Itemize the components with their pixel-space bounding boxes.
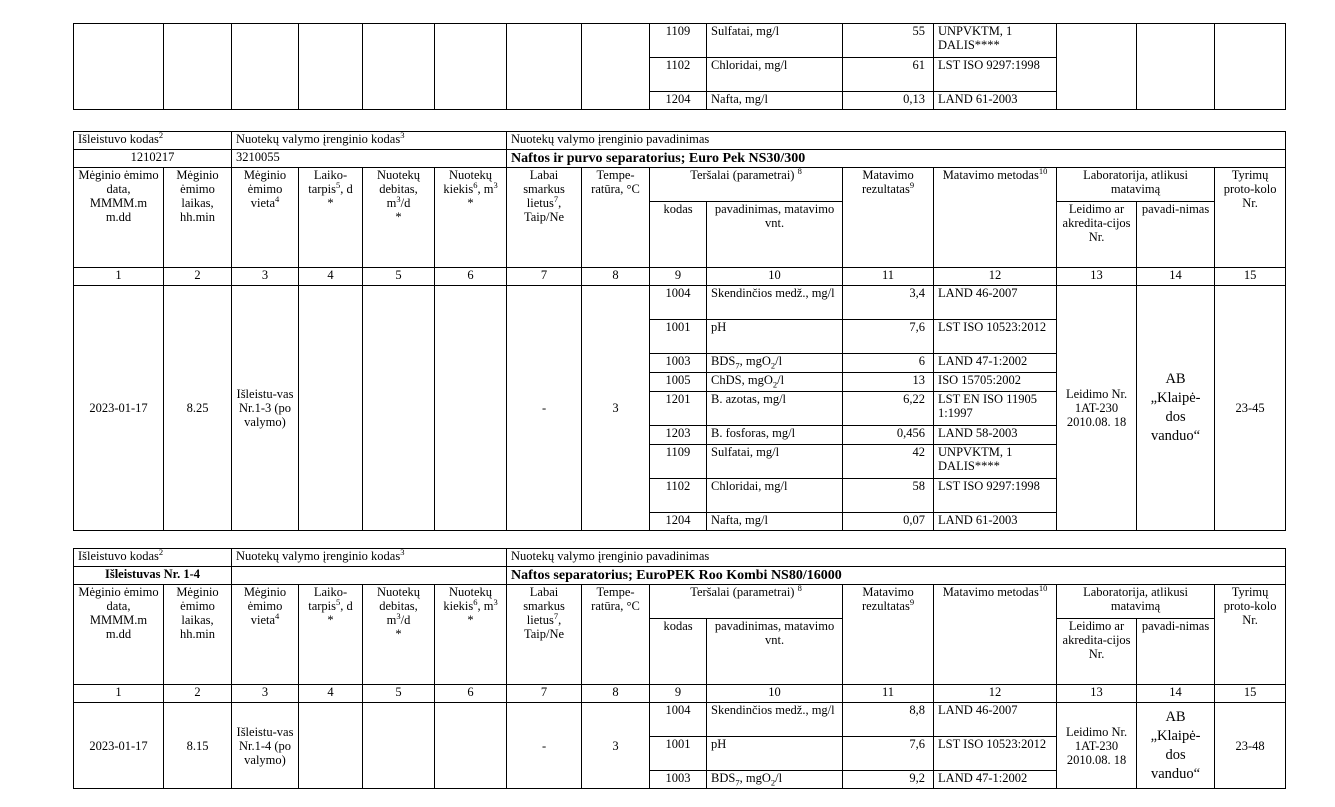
irenginio-pavadinimas-label: Nuotekų valymo įrenginio pavadinimas (507, 132, 1286, 150)
pavadinimas-cell: pH (707, 320, 843, 354)
pavadinimas-cell: Nafta, mg/l (707, 513, 843, 531)
col-number: 6 (435, 685, 507, 703)
col-number: 7 (507, 268, 582, 286)
metodas-cell: LAND 58-2003 (934, 426, 1057, 445)
metodas-cell: LAND 47-1:2002 (934, 771, 1057, 789)
col-number: 4 (299, 685, 363, 703)
col-header-laikotarpis: Laiko-tarpis$^5$, d * (299, 585, 363, 685)
pavadinimas-cell: Sulfatai, mg/l (707, 24, 843, 58)
rezultatas-cell: 7,6 (843, 320, 934, 354)
leidimas-cell: Leidimo Nr. 1AT-230 2010.08. 18 (1057, 286, 1137, 531)
col-header-temperatura: Tempe-ratūra, °C (582, 168, 650, 268)
rezultatas-cell: 3,4 (843, 286, 934, 320)
pavadinimas-cell: Chloridai, mg/l (707, 479, 843, 513)
metodas-cell: UNPVKTM, 1 DALIS**** (934, 445, 1057, 479)
col-number: 15 (1215, 268, 1286, 286)
kodas-cell: 1003 (650, 354, 707, 373)
col-header-debitas: Nuotekų debitas, $m^3/d$ * (363, 585, 435, 685)
empty-cell (435, 703, 507, 789)
col-header-kodas: kodas (650, 619, 707, 685)
metodas-cell: LAND 61-2003 (934, 92, 1057, 110)
col-number: 10 (707, 685, 843, 703)
metodas-cell: LST ISO 9297:1998 (934, 479, 1057, 513)
pavadinimas-cell: Chloridai, mg/l (707, 58, 843, 92)
table-row (74, 286, 1286, 320)
empty-cell (435, 24, 507, 110)
measurement-table-1 (73, 131, 1286, 531)
rezultatas-cell: 55 (843, 24, 934, 58)
lietus-cell: - (507, 703, 582, 789)
col-header-kiekis: Nuotekų kiekis$^6$, $m^3$ * (435, 585, 507, 685)
empty-cell (232, 24, 299, 110)
col-header-tersalai: Teršalai (parametrai) $^8$ (650, 585, 843, 619)
rezultatas-cell: 6,22 (843, 392, 934, 426)
col-number: 10 (707, 268, 843, 286)
metodas-cell: UNPVKTM, 1 DALIS**** (934, 24, 1057, 58)
irenginio-kodas-value: 3210055 (232, 150, 507, 168)
col-header-vieta: Mėginio ėmimo vieta$^4$ (232, 168, 299, 268)
kodas-cell: 1102 (650, 58, 707, 92)
pavadinimas-cell: ChDS, mgO$_2$/l (707, 373, 843, 392)
empty-cell (1057, 24, 1137, 110)
col-header-laikas: Mėginio ėmimo laikas, hh.min (164, 585, 232, 685)
kodas-cell: 1203 (650, 426, 707, 445)
col-number: 9 (650, 268, 707, 286)
col-header-protokolas: Tyrimų proto-kolo Nr. (1215, 585, 1286, 685)
kodas-cell: 1204 (650, 92, 707, 110)
col-header-vieta: Mėginio ėmimo vieta$^4$ (232, 585, 299, 685)
empty-cell (1137, 24, 1215, 110)
kodas-cell: 1109 (650, 445, 707, 479)
lab-pavadinimas-cell: AB „Klaipė-dos vanduo“ (1137, 703, 1215, 789)
pavadinimas-cell: B. fosforas, mg/l (707, 426, 843, 445)
metodas-cell: LAND 46-2007 (934, 703, 1057, 737)
vieta-cell: Išleistu-vas Nr.1-4 (po valymo) (232, 703, 299, 789)
irenginio-kodas-value (232, 567, 507, 585)
col-header-leidimas: Leidimo ar akredita-cijos Nr. (1057, 202, 1137, 268)
col-header-pavadinimas: pavadinimas, matavimo vnt. (707, 619, 843, 685)
kodas-cell: 1102 (650, 479, 707, 513)
isleistuvo-kodas-value: 1210217 (74, 150, 232, 168)
data-cell: 2023-01-17 (74, 286, 164, 531)
col-number: 5 (363, 268, 435, 286)
rezultatas-cell: 58 (843, 479, 934, 513)
col-number: 11 (843, 268, 934, 286)
empty-cell (363, 24, 435, 110)
kodas-cell: 1109 (650, 24, 707, 58)
protokolas-cell: 23-48 (1215, 703, 1286, 789)
empty-cell (164, 24, 232, 110)
col-number: 14 (1137, 685, 1215, 703)
rezultatas-cell: 7,6 (843, 737, 934, 771)
measurement-table-2 (73, 548, 1286, 789)
col-number: 4 (299, 268, 363, 286)
kodas-cell: 1003 (650, 771, 707, 789)
col-header-laikas: Mėginio ėmimo laikas, hh.min (164, 168, 232, 268)
metodas-cell: LAND 46-2007 (934, 286, 1057, 320)
irenginio-pavadinimas-label: Nuotekų valymo įrenginio pavadinimas (507, 549, 1286, 567)
col-number: 13 (1057, 685, 1137, 703)
pavadinimas-cell: B. azotas, mg/l (707, 392, 843, 426)
vieta-cell: Išleistu-vas Nr.1-3 (po valymo) (232, 286, 299, 531)
column-numbers-row (74, 685, 1286, 703)
col-number: 13 (1057, 268, 1137, 286)
metodas-cell: LST ISO 10523:2012 (934, 320, 1057, 354)
empty-cell (1215, 24, 1286, 110)
pavadinimas-cell: $BDS_7$, mgO$_2$/l (707, 771, 843, 789)
col-header-lietus: Labai smarkus lietus$^7$, Taip/Ne (507, 585, 582, 685)
leidimas-cell: Leidimo Nr. 1AT-230 2010.08. 18 (1057, 703, 1137, 789)
empty-cell (363, 703, 435, 789)
col-header-laboratorija: Laboratorija, atlikusi matavimą (1057, 585, 1215, 619)
col-header-debitas: Nuotekų debitas, $m^3/d$ * (363, 168, 435, 268)
column-numbers-row (74, 268, 1286, 286)
rezultatas-cell: 0,456 (843, 426, 934, 445)
irenginio-pavadinimas-value: Naftos separatorius; EuroPEK Roo Kombi NS80/16000 (507, 567, 1286, 585)
data-cell: 2023-01-17 (74, 703, 164, 789)
col-number: 8 (582, 685, 650, 703)
col-number: 12 (934, 685, 1057, 703)
col-number: 5 (363, 685, 435, 703)
col-number: 8 (582, 268, 650, 286)
metodas-cell: LST ISO 9297:1998 (934, 58, 1057, 92)
irenginio-pavadinimas-value: Naftos ir purvo separatorius; Euro Pek NS30/300 (507, 150, 1286, 168)
protokolas-cell: 23-45 (1215, 286, 1286, 531)
empty-cell (299, 24, 363, 110)
col-header-leidimas: Leidimo ar akredita-cijos Nr. (1057, 619, 1137, 685)
rezultatas-cell: 42 (843, 445, 934, 479)
empty-cell (299, 703, 363, 789)
col-header-data: Mėginio ėmimo data, MMMM.m m.dd (74, 585, 164, 685)
col-header-protokolas: Tyrimų proto-kolo Nr. (1215, 168, 1286, 268)
col-header-laboratorija: Laboratorija, atlikusi matavimą (1057, 168, 1215, 202)
col-header-tersalai: Teršalai (parametrai) $^8$ (650, 168, 843, 202)
col-number: 6 (435, 268, 507, 286)
col-number: 3 (232, 268, 299, 286)
isleistuvo-kodas-label: Išleistuvo kodas$^2$ (74, 132, 232, 150)
rezultatas-cell: 8,8 (843, 703, 934, 737)
col-number: 15 (1215, 685, 1286, 703)
col-header-lab-pavadinimas: pavadi-nimas (1137, 619, 1215, 685)
lietus-cell: - (507, 286, 582, 531)
kodas-cell: 1204 (650, 513, 707, 531)
rezultatas-cell: 0,13 (843, 92, 934, 110)
col-number: 14 (1137, 268, 1215, 286)
col-header-rezultatas: Matavimo rezultatas$^9$ (843, 168, 934, 268)
top-fragment-table (73, 23, 1286, 110)
rezultatas-cell: 6 (843, 354, 934, 373)
kodas-cell: 1004 (650, 286, 707, 320)
col-number: 7 (507, 685, 582, 703)
temperatura-cell: 3 (582, 703, 650, 789)
pavadinimas-cell: Sulfatai, mg/l (707, 445, 843, 479)
col-number: 1 (74, 685, 164, 703)
col-header-metodas: Matavimo metodas$^{10}$ (934, 168, 1057, 268)
table-row (74, 703, 1286, 737)
pavadinimas-cell: pH (707, 737, 843, 771)
empty-cell (435, 286, 507, 531)
empty-cell (299, 286, 363, 531)
empty-cell (582, 24, 650, 110)
pavadinimas-cell: Nafta, mg/l (707, 92, 843, 110)
kodas-cell: 1001 (650, 737, 707, 771)
metodas-cell: LST EN ISO 11905 1:1997 (934, 392, 1057, 426)
kodas-cell: 1201 (650, 392, 707, 426)
kodas-cell: 1001 (650, 320, 707, 354)
col-header-lietus: Labai smarkus lietus$^7$, Taip/Ne (507, 168, 582, 268)
empty-cell (74, 24, 164, 110)
kodas-cell: 1005 (650, 373, 707, 392)
col-header-kiekis: Nuotekų kiekis$^6$, $m^3$ * (435, 168, 507, 268)
col-header-rezultatas: Matavimo rezultatas$^9$ (843, 585, 934, 685)
temperatura-cell: 3 (582, 286, 650, 531)
col-header-laikotarpis: Laiko-tarpis$^5$, d * (299, 168, 363, 268)
irenginio-kodas-label: Nuotekų valymo įrenginio kodas$^3$ (232, 132, 507, 150)
pavadinimas-cell: Skendinčios medž., mg/l (707, 703, 843, 737)
isleistuvo-kodas-value: Išleistuvas Nr. 1-4 (74, 567, 232, 585)
lab-pavadinimas-cell: AB „Klaipė-dos vanduo“ (1137, 286, 1215, 531)
col-number: 2 (164, 268, 232, 286)
rezultatas-cell: 9,2 (843, 771, 934, 789)
metodas-cell: LAND 61-2003 (934, 513, 1057, 531)
col-number: 2 (164, 685, 232, 703)
col-header-metodas: Matavimo metodas$^{10}$ (934, 585, 1057, 685)
kodas-cell: 1004 (650, 703, 707, 737)
col-header-temperatura: Tempe-ratūra, °C (582, 585, 650, 685)
col-number: 12 (934, 268, 1057, 286)
rezultatas-cell: 61 (843, 58, 934, 92)
col-number: 1 (74, 268, 164, 286)
col-number: 11 (843, 685, 934, 703)
col-header-pavadinimas: pavadinimas, matavimo vnt. (707, 202, 843, 268)
irenginio-kodas-label: Nuotekų valymo įrenginio kodas$^3$ (232, 549, 507, 567)
col-header-kodas: kodas (650, 202, 707, 268)
pavadinimas-cell: Skendinčios medž., mg/l (707, 286, 843, 320)
laikas-cell: 8.15 (164, 703, 232, 789)
pavadinimas-cell: $BDS_7$, mgO$_2$/l (707, 354, 843, 373)
isleistuvo-kodas-label: Išleistuvo kodas$^2$ (74, 549, 232, 567)
rezultatas-cell: 0,07 (843, 513, 934, 531)
metodas-cell: LST ISO 10523:2012 (934, 737, 1057, 771)
metodas-cell: LAND 47-1:2002 (934, 354, 1057, 373)
col-number: 3 (232, 685, 299, 703)
rezultatas-cell: 13 (843, 373, 934, 392)
col-number: 9 (650, 685, 707, 703)
col-header-lab-pavadinimas: pavadi-nimas (1137, 202, 1215, 268)
col-header-data: Mėginio ėmimo data, MMMM.m m.dd (74, 168, 164, 268)
empty-cell (363, 286, 435, 531)
metodas-cell: ISO 15705:2002 (934, 373, 1057, 392)
laikas-cell: 8.25 (164, 286, 232, 531)
empty-cell (507, 24, 582, 110)
